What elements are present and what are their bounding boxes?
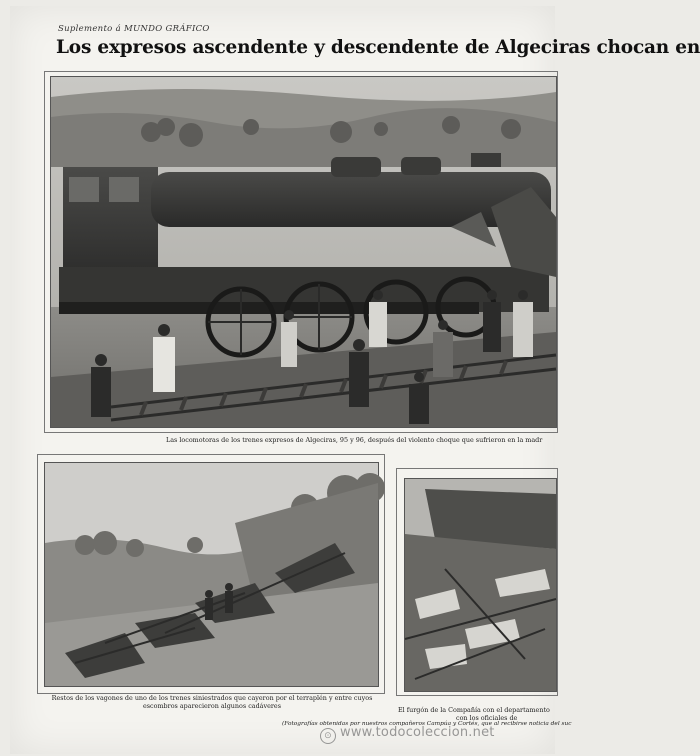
main-photo-caption: Las locomotoras de los trenes expresos de Algeciras, 95 y 96, después del violento choque que sufrieron en la madr bbox=[166, 436, 543, 444]
bottom-left-caption-line2: escombros aparecieron algunos cadáveres bbox=[143, 702, 281, 710]
bottom-left-caption-line1: Restos de los vagones de uno de los trenes siniestrados que cayeron por el terraplén y entre cuyos bbox=[51, 694, 373, 702]
bottom-right-caption-line2: con los oficiales de bbox=[456, 714, 518, 722]
bottom-left-photo-wreckage bbox=[44, 462, 379, 687]
watermark bbox=[320, 725, 495, 744]
watermark-logo-icon: ⊙ bbox=[320, 728, 336, 744]
headline: Los expresos ascendente y descendente de Algeciras chocan en bbox=[56, 37, 700, 58]
photo-credit: (Fotografías obtenidas por nuestros compañeros Campúa y Cortés, que al recibirse noticia del suc bbox=[282, 721, 572, 727]
supplement-label: Suplemento á MUNDO GRÁFICO bbox=[58, 24, 210, 34]
main-photo-locomotives bbox=[50, 76, 557, 428]
bottom-left-caption bbox=[34, 694, 390, 710]
newspaper-page bbox=[10, 6, 700, 754]
watermark-text: www.todocoleccion.net bbox=[340, 725, 495, 740]
bottom-right-caption-line1: El furgón de la Compañía con el departamento bbox=[398, 706, 550, 714]
bottom-right-photo-wagon bbox=[404, 478, 557, 692]
